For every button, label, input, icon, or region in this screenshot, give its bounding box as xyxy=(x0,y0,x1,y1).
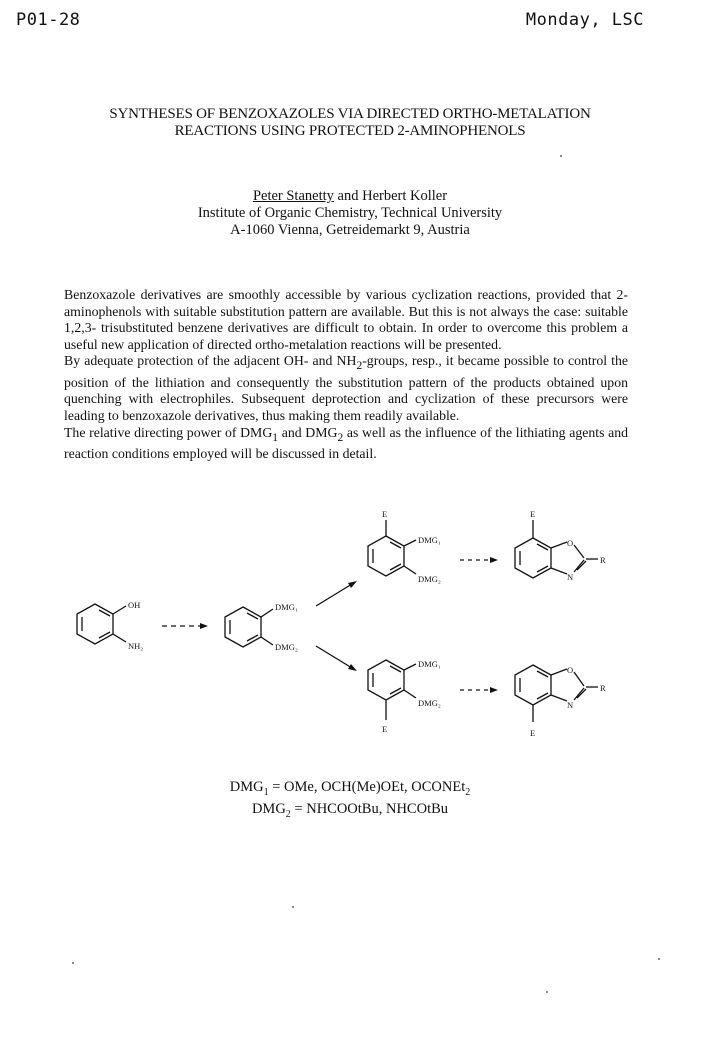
o-label: O xyxy=(567,665,574,675)
scan-speck xyxy=(72,962,74,964)
abstract-paragraph-3 xyxy=(64,425,628,463)
arrow-up xyxy=(316,581,357,606)
scan-speck xyxy=(560,155,562,157)
scan-speck xyxy=(292,906,294,908)
dmg-text: = OMe, OCH(Me)OEt, OCONEt xyxy=(268,779,466,795)
reaction-scheme xyxy=(0,500,704,760)
subscript: 2 xyxy=(356,360,363,373)
abstract-paragraph-1: Benzoxazole derivatives are smoothly accessible by various cyclization reactions, provided that 2-aminophenols with suitable substitution pattern are available. But this is not always the case: suitable 1,2,3- trisubstituted benzene derivatives are difficult to obtain. In order to overcome this problem a useful new application of directed ortho-metalation reactions will be presented. xyxy=(64,287,628,352)
dmg-text: DMG xyxy=(229,779,264,795)
r-label: R xyxy=(600,555,606,565)
dashed-arrow-lower xyxy=(460,687,498,693)
dmg1-definition xyxy=(140,779,560,801)
subscript: 2 xyxy=(465,786,471,798)
abstract-text: -groups, resp., it became possible to control the position of the lithiation and consequently the substitution pattern of the products obtained upon quenching with electrophiles. Subsequent deprotection and cyclization of these precursors were leading to benzoxazole derivatives, thus making them readily available. xyxy=(64,353,628,423)
protected-intermediate-structure xyxy=(225,602,298,652)
abstract-text: By adequate protection of the adjacent OH- and NH xyxy=(64,353,357,369)
aminophenol-structure xyxy=(77,600,143,651)
abstract-paragraph-2 xyxy=(64,353,628,424)
oh-label: OH xyxy=(128,600,141,610)
author-line xyxy=(40,188,660,205)
n-label: N xyxy=(567,700,574,710)
e-label: E xyxy=(530,728,536,738)
dmg1-label: DMG₁ xyxy=(275,602,298,612)
dmg1-label: DMG₁ xyxy=(418,535,441,545)
dashed-arrow-upper xyxy=(460,557,498,563)
page-code: P01-28 xyxy=(16,10,81,30)
dmg2-label: DMG₂ xyxy=(418,574,441,584)
abstract-text: and DMG xyxy=(278,424,338,440)
o-label: O xyxy=(567,538,574,548)
nh2-label: NH₂ xyxy=(128,641,144,651)
dmg-text: DMG xyxy=(251,800,286,817)
r-label: R xyxy=(600,683,606,693)
subscript: 1 xyxy=(272,431,279,444)
e-label: E xyxy=(530,509,536,519)
paper-title xyxy=(40,106,660,140)
dmg2-label: DMG₂ xyxy=(418,698,441,708)
title-line-2: REACTIONS USING PROTECTED 2-AMINOPHENOLS xyxy=(174,123,526,139)
e-label: E xyxy=(382,724,388,734)
e-label: E xyxy=(382,509,388,519)
upper-lithiation-product xyxy=(368,509,441,584)
presenting-author: Peter Stanetty xyxy=(252,188,334,204)
abstract-text: as well as the influence of the lithiating agents and reaction conditions employed will be discussed in detail. xyxy=(64,424,629,461)
subscript: 1 xyxy=(263,786,269,798)
dashed-arrow-1 xyxy=(162,623,208,629)
dmg2-definition xyxy=(140,801,560,823)
dmg2-label: DMG₂ xyxy=(275,642,298,652)
institute: Institute of Organic Chemistry, Technical University xyxy=(197,205,503,221)
subscript: 2 xyxy=(285,808,291,820)
dmg-definitions xyxy=(140,779,560,823)
lower-lithiation-product xyxy=(368,659,441,734)
lower-benzoxazole xyxy=(515,665,606,738)
abstract-text: The relative directing power of DMG xyxy=(64,424,273,440)
scan-speck xyxy=(546,991,548,993)
subscript: 2 xyxy=(337,431,344,444)
co-author: and Herbert Koller xyxy=(333,188,448,204)
dmg-text: = NHCOOtBu, NHCOtBu xyxy=(290,800,449,817)
dmg1-label: DMG₁ xyxy=(418,659,441,669)
address: A-1060 Vienna, Getreidemarkt 9, Austria xyxy=(230,222,470,238)
upper-benzoxazole xyxy=(515,509,606,582)
session-label: Monday, LSC xyxy=(525,10,644,30)
scan-speck xyxy=(658,958,660,960)
author-block xyxy=(40,188,660,239)
abstract xyxy=(64,287,628,462)
arrow-down xyxy=(316,646,357,671)
title-line-1: SYNTHESES OF BENZOXAZOLES VIA DIRECTED ORTHO-METALATION xyxy=(109,106,591,122)
n-label: N xyxy=(567,572,574,582)
